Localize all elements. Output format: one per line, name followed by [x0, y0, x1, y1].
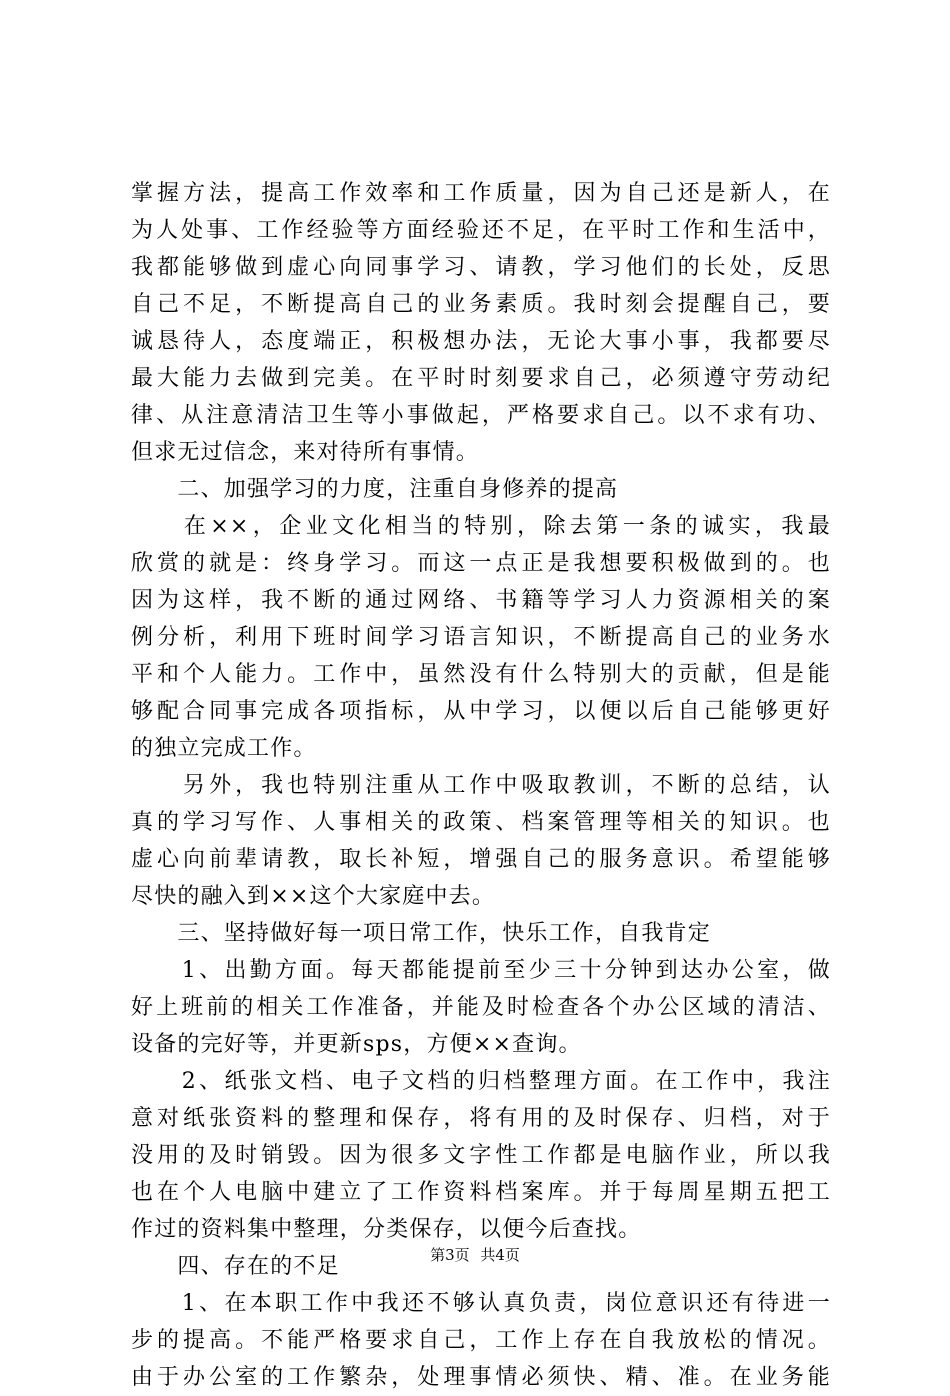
page-number: 第3页 [430, 1246, 470, 1264]
section-heading: 三、坚持做好每一项日常工作，快乐工作，自我肯定 [131, 921, 712, 946]
page-total: 共4页 [480, 1246, 520, 1264]
text-line: 2、纸张文档、电子文档的归档整理方面。在工作中，我注 [131, 1069, 831, 1094]
text-line: 够配合同事完成各项指标，从中学习，以便以后自己能够更好 [131, 699, 831, 724]
text-line: 但求无过信念，来对待所有事情。 [131, 440, 480, 465]
text-line: 平和个人能力。工作中，虽然没有什么特别大的贡献，但是能 [131, 662, 831, 687]
text-line: 因为这样，我不断的通过网络、书籍等学习人力资源相关的案 [131, 588, 831, 613]
text-line: 掌握方法，提高工作效率和工作质量，因为自己还是新人，在 [131, 181, 831, 206]
text-line: 真的学习写作、人事相关的政策、档案管理等相关的知识。也 [131, 810, 831, 835]
text-line: 也在个人电脑中建立了工作资料档案库。并于每周星期五把工 [131, 1180, 831, 1205]
text-line: 欣赏的就是：终身学习。而这一点正是我想要积极做到的。也 [131, 551, 831, 576]
text-line: 步的提高。不能严格要求自己，工作上存在自我放松的情况。 [131, 1328, 831, 1353]
text-line: 例分析，利用下班时间学习语言知识，不断提高自己的业务水 [131, 625, 831, 650]
text-line: 1、出勤方面。每天都能提前至少三十分钟到达办公室，做 [131, 958, 831, 983]
text-line: 的独立完成工作。 [131, 736, 317, 761]
text-line: 虚心向前辈请教，取长补短，增强自己的服务意识。希望能够 [131, 847, 831, 872]
document-body [131, 175, 831, 1396]
text-line: 1、在本职工作中我还不够认真负责，岗位意识还有待进一 [131, 1291, 831, 1316]
text-line: 没用的及时销毁。因为很多文字性工作都是电脑作业，所以我 [131, 1143, 831, 1168]
text-line: 为人处事、工作经验等方面经验还不足，在平时工作和生活中， [131, 218, 831, 243]
text-line: 律、从注意清洁卫生等小事做起，严格要求自己。以不求有功、 [131, 403, 831, 428]
text-line: 意对纸张资料的整理和保存，将有用的及时保存、归档，对于 [131, 1106, 831, 1131]
text-line: 我都能够做到虚心向同事学习、请教，学习他们的长处，反思 [131, 255, 831, 280]
text-line: 在××，企业文化相当的特别，除去第一条的诚实，我最 [131, 514, 831, 539]
text-line: 好上班前的相关工作准备，并能及时检查各个办公区域的清洁、 [131, 995, 831, 1020]
text-line: 作过的资料集中整理，分类保存，以便今后查找。 [131, 1217, 642, 1242]
text-line: 另外，我也特别注重从工作中吸取教训，不断的总结，认 [131, 773, 831, 798]
text-line: 最大能力去做到完美。在平时时刻要求自己，必须遵守劳动纪 [131, 366, 831, 391]
section-heading: 二、加强学习的力度，注重自身修养的提高 [131, 477, 619, 502]
text-line: 设备的完好等，并更新sps，方便××查询。 [131, 1032, 582, 1057]
section-heading: 四、存在的不足 [131, 1254, 340, 1279]
text-line: 尽快的融入到××这个大家庭中去。 [131, 884, 496, 909]
text-line: 自己不足，不断提高自己的业务素质。我时刻会提醒自己，要 [131, 292, 831, 317]
page-footer [0, 1245, 950, 1265]
text-line: 由于办公室的工作繁杂，处理事情必须快、精、准。在业务能 [131, 1365, 831, 1390]
text-line: 诚恳待人，态度端正，积极想办法，无论大事小事，我都要尽 [131, 329, 831, 354]
